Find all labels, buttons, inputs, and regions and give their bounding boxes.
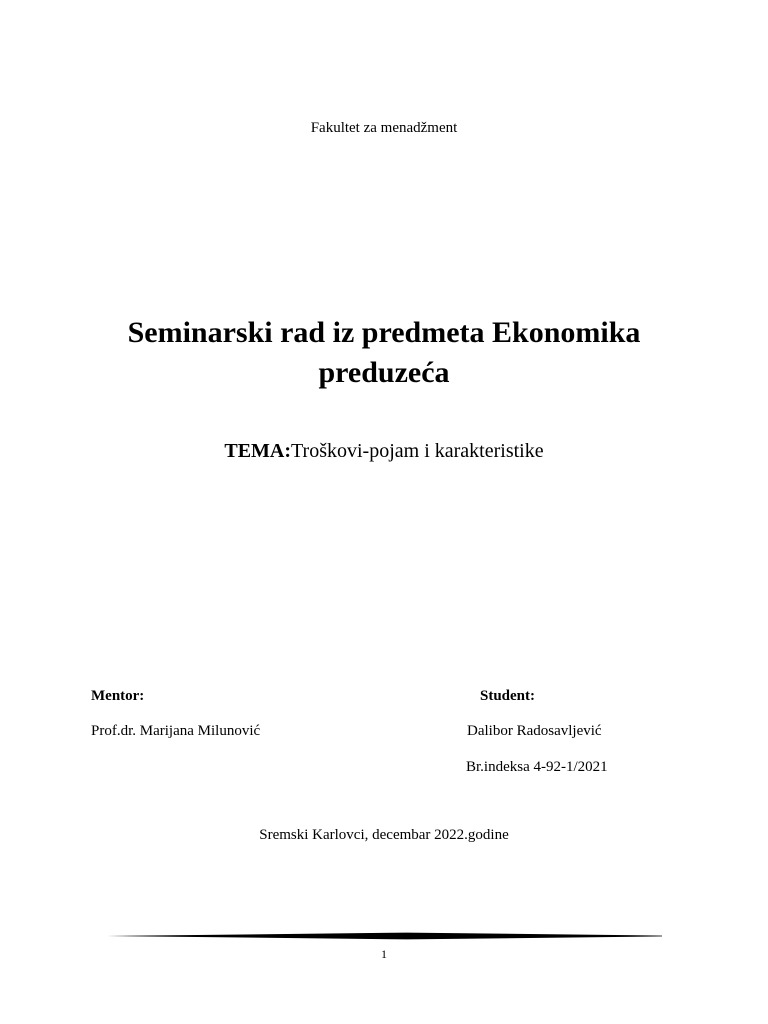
place-and-date: Sremski Karlovci, decembar 2022.godine [259,827,509,843]
topic-line [0,440,768,463]
faculty-name: Fakultet za menadžment [310,120,458,136]
page-number: 1 [381,947,387,961]
mentor-name: Prof.dr. Marijana Milunović [91,723,261,739]
mentor-label: Mentor: [91,688,145,704]
topic-label: TEMA: [224,440,292,462]
footer-divider [107,932,662,940]
student-name: Dalibor Radosavljević [467,723,602,739]
student-index-number: Br.indeksa 4-92-1/2021 [466,759,608,775]
paper-title: Seminarski rad iz predmeta Ekonomika preduzeća [127,316,641,389]
student-label: Student: [480,688,536,704]
topic-value: Troškovi-pojam i karakteristike [291,440,544,462]
